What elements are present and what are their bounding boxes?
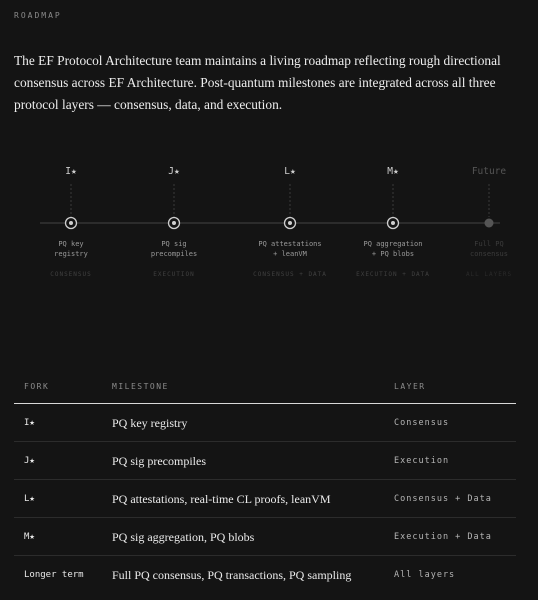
timeline-fork-label: L★ bbox=[284, 166, 296, 177]
timeline-desc: PQ key bbox=[58, 240, 84, 248]
cell-layer: All layers bbox=[394, 570, 456, 580]
header-milestone: MILESTONE bbox=[112, 382, 169, 391]
intro-paragraph: The EF Protocol Architecture team maintains a living roadmap reflecting rough directional consensus across EF Architecture. Post-quantum milestones are integrated across all three protocol layers — consensus, data, and execution. bbox=[14, 53, 501, 112]
cell-milestone: PQ sig aggregation, PQ blobs bbox=[112, 530, 255, 544]
cell-layer: Consensus + Data bbox=[394, 494, 492, 504]
timeline-fork-label: Future bbox=[471, 166, 507, 177]
roadmap-timeline bbox=[0, 150, 538, 300]
cell-milestone: Full PQ consensus, PQ transactions, PQ sampling bbox=[112, 568, 352, 582]
timeline-desc: PQ aggregation bbox=[363, 240, 423, 248]
cell-milestone: PQ attestations, real-time CL proofs, leanVM bbox=[112, 492, 331, 506]
table-row bbox=[14, 404, 516, 442]
timeline-desc: PQ sig bbox=[161, 240, 187, 248]
cell-fork: M★ bbox=[24, 532, 35, 542]
timeline-fork-label: M★ bbox=[387, 166, 399, 177]
table-row bbox=[14, 556, 516, 593]
cell-fork: I★ bbox=[24, 418, 35, 428]
section-label: ROADMAP bbox=[14, 11, 62, 20]
timeline-node bbox=[485, 219, 494, 228]
timeline-desc: precompiles bbox=[150, 250, 198, 258]
timeline-node-dot bbox=[172, 221, 176, 225]
cell-layer: Execution + Data bbox=[394, 532, 492, 542]
timeline-fork-label: J★ bbox=[168, 166, 180, 177]
timeline-desc: + leanVM bbox=[273, 250, 307, 258]
header-layer: LAYER bbox=[394, 382, 426, 391]
timeline-layer-tag: CONSENSUS bbox=[50, 271, 92, 278]
timeline-desc: registry bbox=[54, 250, 88, 258]
timeline-layer-tag: CONSENSUS + DATA bbox=[253, 271, 327, 278]
cell-fork: Longer term bbox=[24, 570, 84, 580]
milestone-table bbox=[14, 375, 516, 593]
timeline-desc: Full PQ bbox=[474, 240, 504, 248]
cell-layer: Consensus bbox=[394, 418, 450, 428]
table-row bbox=[14, 442, 516, 480]
table-body bbox=[14, 404, 516, 593]
cell-milestone: PQ sig precompiles bbox=[112, 454, 206, 468]
timeline-node-dot bbox=[391, 221, 395, 225]
table-row bbox=[14, 480, 516, 518]
timeline-layer-tag: ALL LAYERS bbox=[465, 271, 513, 278]
timeline-layer-tag: EXECUTION + DATA bbox=[356, 271, 430, 278]
timeline-desc: PQ attestations bbox=[258, 240, 322, 248]
table-header bbox=[14, 375, 516, 404]
timeline-layer-tag: EXECUTION bbox=[153, 271, 195, 278]
timeline-desc: + PQ blobs bbox=[371, 250, 415, 258]
cell-fork: J★ bbox=[24, 456, 35, 466]
header-fork: FORK bbox=[24, 382, 50, 391]
cell-layer: Execution bbox=[394, 456, 450, 466]
timeline-node-dot bbox=[69, 221, 73, 225]
table-row bbox=[14, 518, 516, 556]
cell-fork: L★ bbox=[24, 494, 35, 504]
timeline-desc: consensus bbox=[470, 250, 508, 258]
cell-milestone: PQ key registry bbox=[112, 416, 188, 430]
timeline-fork-label: I★ bbox=[65, 166, 77, 177]
timeline-node-dot bbox=[288, 221, 292, 225]
